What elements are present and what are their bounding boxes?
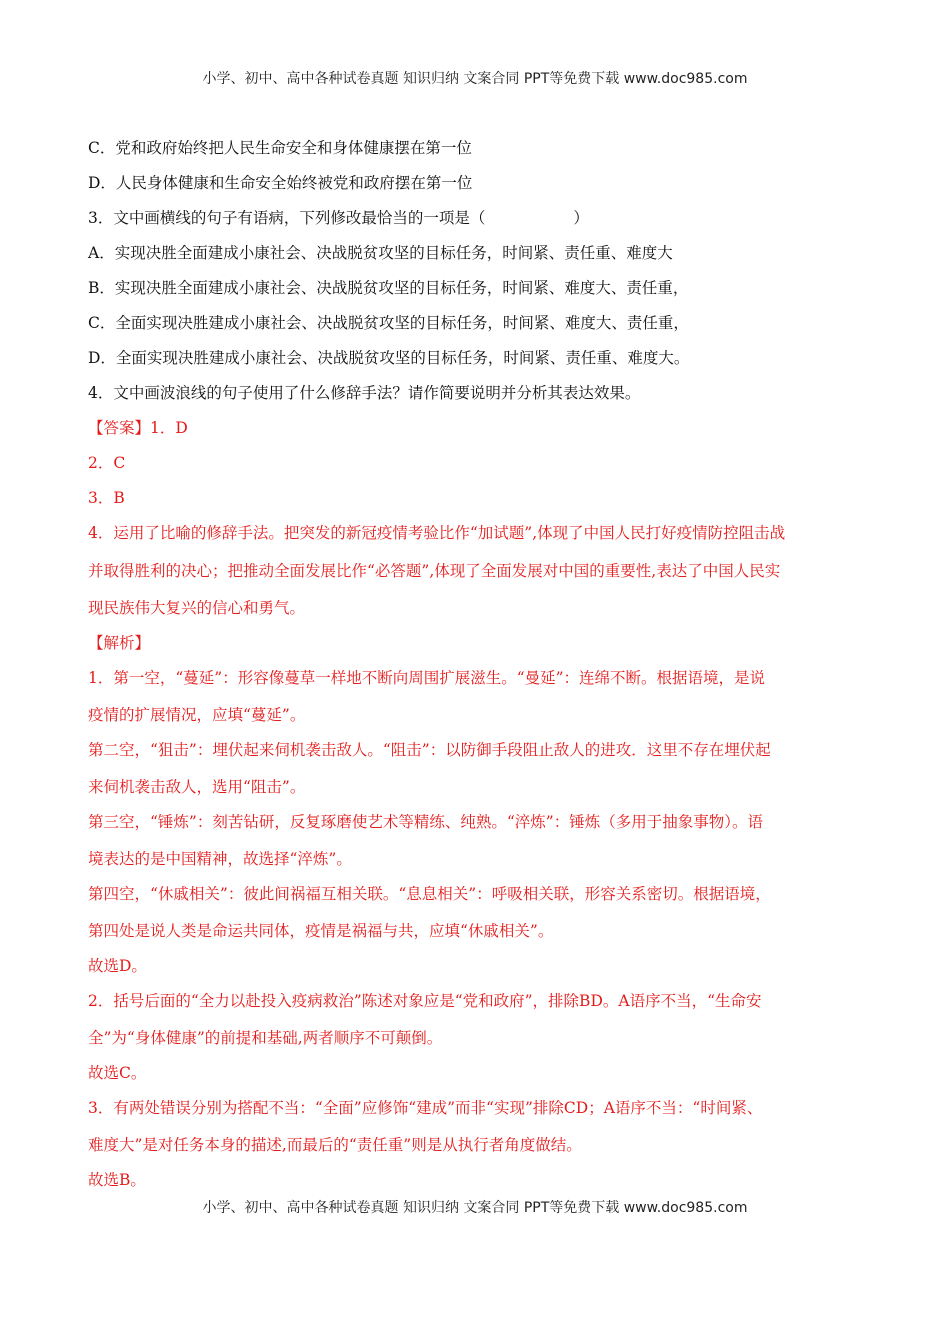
analysis-q3-line-1: 3．有两处错误分别为搭配不当：“全面”应修饰“建成”而非“实现”排除CD；A语序不当：“时间紧、 xyxy=(88,1099,763,1117)
answer-3: 3．B xyxy=(88,489,125,507)
analysis-title: 【解析】 xyxy=(88,634,151,652)
analysis-blank-4-line-2: 第四处是说人类是命运共同体，疫情是祸福与共，应填“休戚相关”。 xyxy=(88,922,554,940)
analysis-choice-3: 故选B。 xyxy=(88,1171,146,1189)
answer-4-line-3: 现民族伟大复兴的信心和勇气。 xyxy=(88,599,306,617)
analysis-blank-2-line-2: 来伺机袭击敌人，选用“阻击”。 xyxy=(88,778,306,796)
analysis-q2-line-1: 2．括号后面的“全力以赴投入疫病救治”陈述对象应是“党和政府”，排除BD。A语序不当，“生命安 xyxy=(88,992,762,1010)
question-3-stem xyxy=(88,208,868,228)
analysis-blank-1-line-1: 1．第一空，“蔓延”：形容像蔓草一样地不断向周围扩展滋生。“曼延”：连绵不断。根据语境，是说 xyxy=(88,669,766,687)
analysis-blank-1-line-2: 疫情的扩展情况，应填“蔓延”。 xyxy=(88,706,306,724)
analysis-choice-1: 故选D。 xyxy=(88,957,147,975)
option-q3-a: A．实现决胜全面建成小康社会、决战脱贫攻坚的目标任务，时间紧、责任重、难度大 xyxy=(88,244,673,262)
answer-2: 2．C xyxy=(88,454,126,472)
question-3-stem-close: ） xyxy=(573,209,589,227)
option-q3-b: B．实现决胜全面建成小康社会、决战脱贫攻坚的目标任务，时间紧、难度大、责任重， xyxy=(88,279,689,297)
option-q2-d: D．人民身体健康和生命安全始终被党和政府摆在第一位 xyxy=(88,174,473,192)
option-q2-c: C．党和政府始终把人民生命安全和身体健康摆在第一位 xyxy=(88,139,472,157)
option-q3-c: C．全面实现决胜建成小康社会、决战脱贫攻坚的目标任务，时间紧、难度大、责任重， xyxy=(88,314,689,332)
page-footer: 小学、初中、高中各种试卷真题 知识归纳 文案合同 PPT等免费下载 www.doc985.com xyxy=(202,1200,748,1216)
analysis-blank-2-line-1: 第二空，“狙击”：埋伏起来伺机袭击敌人。“阻击”：以防御手段阻止敌人的进攻．这里不存在埋伏起 xyxy=(88,741,771,759)
answer-4-line-2: 并取得胜利的决心；把推动全面发展比作“必答题”,体现了全面发展对中国的重要性,表达了中国人民实 xyxy=(88,562,781,580)
page-header: 小学、初中、高中各种试卷真题 知识归纳 文案合同 PPT等免费下载 www.doc985.com xyxy=(202,71,748,87)
analysis-blank-3-line-1: 第三空，“锤炼”：刻苦钻研，反复琢磨使艺术等精练、纯熟。“淬炼”：锤炼（多用于抽象事物）。语 xyxy=(88,813,763,831)
question-4-stem: 4．文中画波浪线的句子使用了什么修辞手法？请作简要说明并分析其表达效果。 xyxy=(88,384,641,402)
analysis-blank-4-line-1: 第四空，“休戚相关”：彼此间祸福互相关联。“息息相关”：呼吸相关联，形容关系密切。根据语境， xyxy=(88,885,771,903)
question-3-stem-text: 3．文中画横线的句子有语病，下列修改最恰当的一项是（ xyxy=(88,209,486,227)
analysis-q2-line-2: 全”为“身体健康”的前提和基础,两者顺序不可颠倒。 xyxy=(88,1029,443,1047)
analysis-choice-2: 故选C。 xyxy=(88,1064,147,1082)
analysis-q3-line-2: 难度大”是对任务本身的描述,而最后的“责任重”则是从执行者角度做结。 xyxy=(88,1136,582,1154)
answer-1: 【答案】1．D xyxy=(88,419,188,437)
answer-4-line-1: 4．运用了比喻的修辞手法。把突发的新冠疫情考验比作“加试题”,体现了中国人民打好疫情防控阻击战 xyxy=(88,524,786,542)
option-q3-d: D．全面实现决胜建成小康社会、决战脱贫攻坚的目标任务，时间紧、责任重、难度大。 xyxy=(88,349,690,367)
analysis-blank-3-line-2: 境表达的是中国精神，故选择“淬炼”。 xyxy=(88,850,352,868)
